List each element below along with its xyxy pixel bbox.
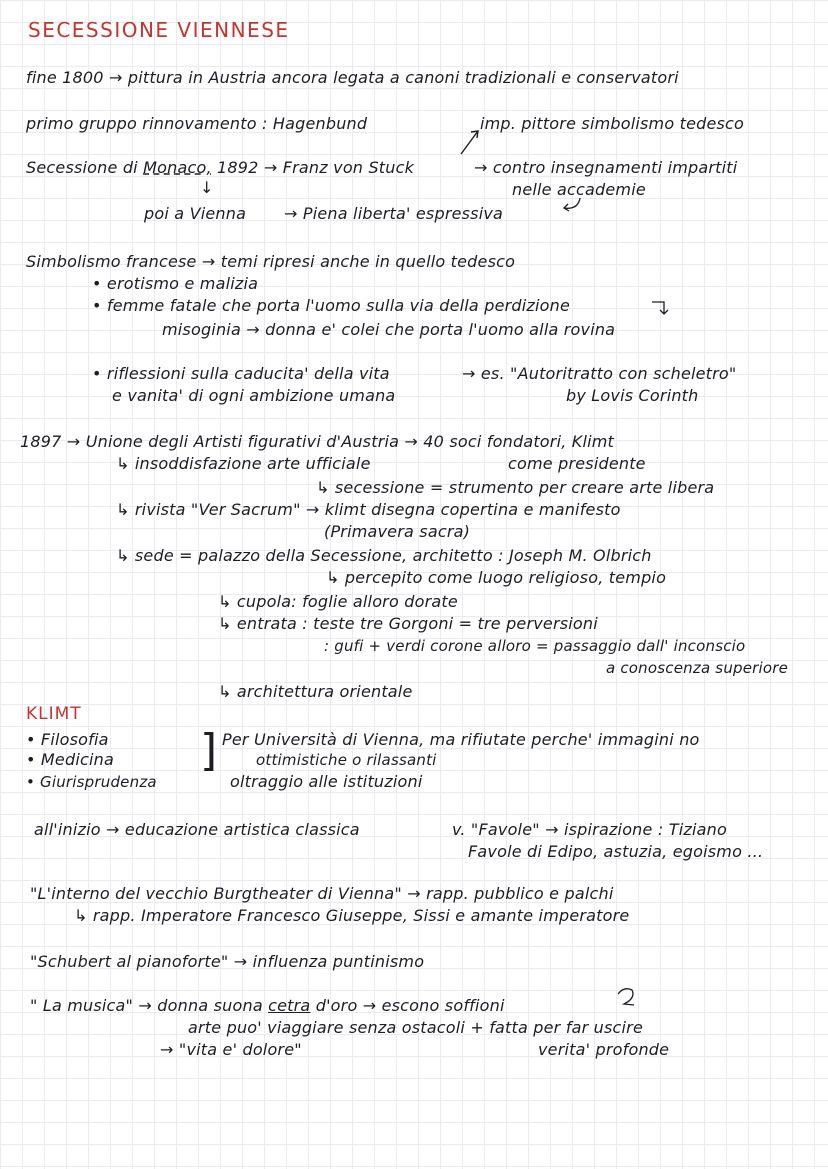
oltraggio-note: oltraggio alle istituzioni (230, 772, 423, 791)
bullet-riflessioni: • riflessioni sulla caducita' della vita (92, 364, 390, 383)
misoginia-line: misoginia → donna e' colei che porta l'uomo alla rovina (162, 320, 616, 339)
work-medicina: • Medicina (26, 750, 114, 769)
vanita-line: e vanita' di ogni ambizione umana (112, 386, 396, 405)
stuck-note: imp. pittore simbolismo tedesco (480, 114, 745, 133)
bullet-erotismo: • erotismo e malizia (92, 274, 259, 293)
favole-line: v. "Favole" → ispirazione : Tiziano (452, 820, 727, 839)
universita-note: Per Università di Vienna, ma rifiutate perche' immagini no (222, 730, 700, 749)
imperatore-line: ↳ rapp. Imperatore Francesco Giuseppe, Sissi e amante imperatore (74, 906, 630, 925)
monaco: Monaco, (143, 158, 212, 177)
works-bracket: ] (200, 725, 218, 776)
liberta-line: → Piena liberta' espressiva (284, 204, 504, 223)
tempio-line: ↳ percepito come luogo religioso, tempio (326, 568, 667, 587)
curved-arrow-icon (560, 192, 584, 216)
musica-intro: " La musica" → donna suona (30, 996, 263, 1015)
secessione-di: Secessione di (26, 158, 138, 177)
burgtheater-line: "L'interno del vecchio Burgtheater di Vienna" → rapp. pubblico e palchi (30, 884, 614, 903)
ver-sacrum-line: ↳ rivista "Ver Sacrum" → klimt disegna copertina e manifesto (116, 500, 621, 519)
unione-line: 1897 → Unione degli Artisti figurativi d'Austria → 40 soci fondatori, Klimt (20, 432, 615, 451)
edipo-line: Favole di Edipo, astuzia, egoismo ... (468, 842, 764, 861)
work-giurisprudenza: • Giurisprudenza (26, 773, 157, 791)
verita-line: verita' profonde (538, 1040, 670, 1059)
hook-arrow-icon (650, 296, 672, 318)
arrow-down-icon: ↓ (200, 178, 214, 197)
intro-line-2: primo gruppo rinnovamento : Hagenbund (26, 114, 368, 133)
arrow-up-icon (458, 128, 482, 156)
intro-line-1: fine 1800 → pittura in Austria ancora legata a canoni tradizionali e conservatori (26, 68, 679, 87)
entrata-line: ↳ entrata : teste tre Gorgoni = tre perversioni (218, 614, 598, 633)
simbolismo-title: Simbolismo francese → temi ripresi anche in quello tedesco (26, 252, 516, 271)
conoscenza-line: a conoscenza superiore (606, 659, 789, 677)
cetra-word: cetra (268, 996, 311, 1015)
stuck-accademie: nelle accademie (512, 180, 646, 199)
architettura-line: ↳ architettura orientale (218, 682, 413, 701)
presidente-line: come presidente (508, 454, 646, 473)
sede-line: ↳ sede = palazzo della Secessione, architetto : Joseph M. Olbrich (116, 546, 652, 565)
vienna-line: poi a Vienna (144, 204, 247, 223)
musica-line (30, 996, 505, 1016)
stuck-insegnamenti: → contro insegnamenti impartiti (474, 158, 738, 177)
intro-line-3 (26, 158, 414, 178)
bullet-femme: • femme fatale che porta l'uomo sulla via della perdizione (92, 296, 571, 315)
stuck-line: 1892 → Franz von Stuck (217, 158, 415, 177)
curl-arrow-icon (614, 984, 640, 1010)
primavera-line: (Primavera sacra) (324, 522, 471, 541)
educazione-line: all'inizio → educazione artistica classica (34, 820, 360, 839)
cupola-line: ↳ cupola: foglie alloro dorate (218, 592, 458, 611)
page-title: SECESSIONE VIENNESE (28, 18, 290, 42)
autoritratto-example: → es. "Autoritratto con scheletro" (462, 364, 737, 383)
ottimistiche-note: ottimistiche o rilassanti (256, 751, 437, 769)
dolore-line: → "vita e' dolore" (160, 1040, 302, 1059)
soffioni-line: d'oro → escono soffioni (315, 996, 505, 1015)
insoddisfazione-line: ↳ insoddisfazione arte ufficiale (116, 454, 371, 473)
arte-line: arte puo' viaggiare senza ostacoli + fatta per far uscire (188, 1018, 643, 1037)
work-filosofia: • Filosofia (26, 730, 109, 749)
secessione-strumento: ↳ secessione = strumento per creare arte libera (316, 478, 715, 497)
corinth-line: by Lovis Corinth (566, 386, 699, 405)
klimt-heading: KLIMT (26, 704, 82, 724)
gufi-line: : gufi + verdi corone alloro = passaggio dall' inconscio (324, 637, 746, 655)
schubert-line: "Schubert al pianoforte" → influenza puntinismo (30, 952, 425, 971)
